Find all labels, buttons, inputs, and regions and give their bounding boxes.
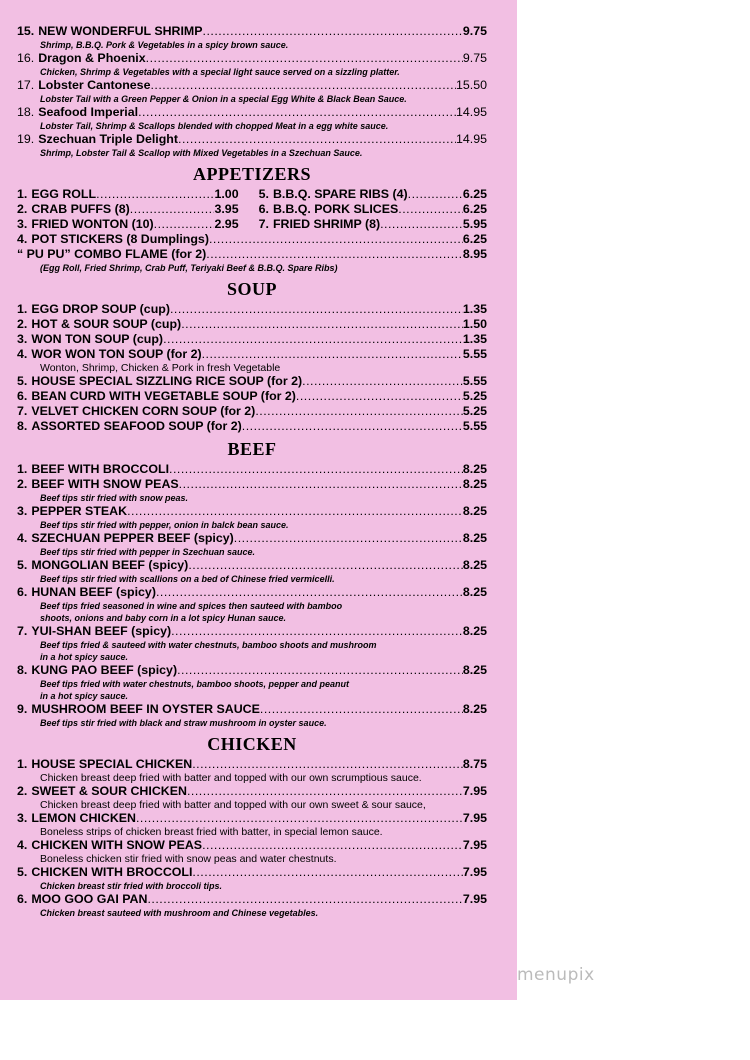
item-price: 6.25 <box>462 232 487 246</box>
item-description: (Egg Roll, Fried Shrimp, Crab Puff, Teriyaki Beef & B.B.Q. Spare Ribs) <box>40 263 338 273</box>
item-number: 7. <box>258 217 269 231</box>
item-number: 4. <box>17 232 28 246</box>
section-heading-appetizers: APPETIZERS <box>192 164 312 184</box>
item-price: 7.95 <box>462 784 487 798</box>
menu-item <box>17 838 487 853</box>
item-name: CRAB PUFFS (8) <box>31 202 130 216</box>
item-number: 8. <box>17 419 28 433</box>
item-price: 3.95 <box>214 202 239 216</box>
item-name: Szechuan Triple Delight <box>38 132 178 146</box>
item-description: shoots, onions and baby corn in a lot spicy Hunan sauce. <box>40 613 287 623</box>
menu-item <box>17 374 487 389</box>
menu-item <box>17 232 487 247</box>
item-number: 1. <box>17 187 28 201</box>
item-price: 5.55 <box>462 347 487 361</box>
item-description: Chicken breast stir fried with broccoli tips. <box>40 881 223 891</box>
item-description: Beef tips fried with water chestnuts, bamboo shoots, pepper and peanut <box>40 679 350 689</box>
menu-item <box>17 757 487 772</box>
menu-item <box>17 663 487 678</box>
section-heading-soup: SOUP <box>226 279 277 299</box>
item-name: Dragon & Phoenix <box>38 51 146 65</box>
item-number: 3. <box>17 504 28 518</box>
beef-section <box>17 462 487 729</box>
item-description: Lobster Tail with a Green Pepper & Onion in a special Egg White & Black Bean Sauce. <box>40 94 407 104</box>
item-price: 1.50 <box>462 317 487 331</box>
item-number: 17. <box>17 78 35 92</box>
item-name: VELVET CHICKEN CORN SOUP (for 2) <box>31 404 256 418</box>
menu-item <box>17 317 487 332</box>
item-price: 5.55 <box>462 419 487 433</box>
item-price: 8.25 <box>462 702 487 716</box>
menu-item <box>17 132 487 147</box>
appetizers-section <box>17 187 487 274</box>
item-number: 2. <box>17 477 28 491</box>
item-number: 2. <box>17 784 28 798</box>
item-name: HUNAN BEEF (spicy) <box>31 585 156 599</box>
item-number: 1. <box>17 302 28 316</box>
item-description: in a hot spicy sauce. <box>40 691 129 701</box>
item-number: 7. <box>17 624 28 638</box>
item-description: Wonton, Shrimp, Chicken & Pork in fresh Vegetable <box>40 362 281 374</box>
item-price: 8.25 <box>462 504 487 518</box>
menu-item <box>17 811 487 826</box>
item-price: 5.25 <box>462 404 487 418</box>
item-price: 1.35 <box>462 332 487 346</box>
section-heading-chicken: CHICKEN <box>207 734 297 754</box>
item-number: 2. <box>17 202 28 216</box>
item-number: 15. <box>17 24 35 38</box>
appetizer-pair-row <box>17 202 487 217</box>
item-price: 5.55 <box>462 374 487 388</box>
menu-item <box>17 332 487 347</box>
menu-item <box>17 892 487 907</box>
item-price: 8.25 <box>462 585 487 599</box>
item-description: Shrimp, Lobster Tail & Scallop with Mixed Vegetables in a Szechuan Sauce. <box>40 148 363 158</box>
item-number: 1. <box>17 462 28 476</box>
item-number: 18. <box>17 105 35 119</box>
item-name: HOUSE SPECIAL SIZZLING RICE SOUP (for 2) <box>31 374 303 388</box>
item-name: MONGOLIAN BEEF (spicy) <box>31 558 189 572</box>
menu-item <box>17 585 487 600</box>
item-name: HOT & SOUR SOUP (cup) <box>31 317 182 331</box>
menu-item <box>17 784 487 799</box>
item-price: 2.95 <box>214 217 239 231</box>
item-name: KUNG PAO BEEF (spicy) <box>31 663 178 677</box>
item-description: Boneless chicken stir fried with snow peas and water chestnuts. <box>40 853 337 865</box>
soup-section <box>17 302 487 434</box>
item-number: 3. <box>17 332 28 346</box>
menu-item <box>17 531 487 546</box>
item-price: 8.25 <box>462 531 487 545</box>
item-number: 6. <box>17 892 28 906</box>
menu-item <box>17 302 487 317</box>
item-name: “ PU PU” COMBO FLAME (for 2) <box>17 247 207 261</box>
item-description: Chicken breast sauteed with mushroom and Chinese vegetables. <box>40 908 319 918</box>
menu-item <box>17 24 487 39</box>
item-description: Chicken breast deep fried with batter and topped with our own scrumptious sauce. <box>40 772 422 784</box>
item-price: 14.95 <box>455 105 487 119</box>
menu-item <box>17 202 239 217</box>
item-number: 16. <box>17 51 35 65</box>
section-heading-beef: BEEF <box>227 439 277 459</box>
item-price: 8.25 <box>462 624 487 638</box>
item-price: 8.25 <box>462 663 487 677</box>
item-name: BEEF WITH BROCCOLI <box>31 462 170 476</box>
item-description: Boneless strips of chicken breast fried with batter, in special lemon sauce. <box>40 826 383 838</box>
item-number: 2. <box>17 317 28 331</box>
item-price: 7.95 <box>462 838 487 852</box>
item-description: Beef tips stir fried with black and straw mushroom in oyster sauce. <box>40 718 327 728</box>
item-number: 8. <box>17 663 28 677</box>
item-name: WOR WON TON SOUP (for 2) <box>31 347 202 361</box>
item-number: 1. <box>17 757 28 771</box>
item-name: EGG DROP SOUP (cup) <box>31 302 170 316</box>
item-name: MOO GOO GAI PAN <box>31 892 148 906</box>
item-number: 5. <box>17 558 28 572</box>
item-name: Lobster Cantonese <box>38 78 151 92</box>
item-description: Lobster Tail, Shrimp & Scallops blended with chopped Meat in a egg white sauce. <box>40 121 389 131</box>
item-description: Beef tips stir fried with scallions on a bed of Chinese fried vermicelli. <box>40 574 335 584</box>
item-price: 15.50 <box>455 78 487 92</box>
item-description: Beef tips fried & sauteed with water chestnuts, bamboo shoots and mushroom <box>40 640 377 650</box>
item-name: YUI-SHAN BEEF (spicy) <box>31 624 172 638</box>
menu-item <box>17 347 487 362</box>
menu-item <box>17 404 487 419</box>
item-name: WON TON SOUP (cup) <box>31 332 164 346</box>
appetizer-pair-row <box>17 217 487 232</box>
item-number: 4. <box>17 347 28 361</box>
item-price: 1.35 <box>462 302 487 316</box>
appetizer-pair-row <box>17 187 487 202</box>
item-description: Beef tips fried seasoned in wine and spices then sauteed with bamboo <box>40 601 343 611</box>
item-description: Beef tips stir fried with pepper in Szechuan sauce. <box>40 547 256 557</box>
menupix-watermark: menupix <box>517 965 595 985</box>
item-number: 5. <box>17 865 28 879</box>
item-name: FRIED WONTON (10) <box>31 217 154 231</box>
item-price: 8.25 <box>462 558 487 572</box>
item-name: CHICKEN WITH BROCCOLI <box>31 865 193 879</box>
specials-section <box>17 24 487 159</box>
menu-item <box>17 78 487 93</box>
menu-item <box>17 419 487 434</box>
item-price: 5.25 <box>462 389 487 403</box>
menu-item <box>259 187 487 202</box>
item-name: POT STICKERS (8 Dumplings) <box>31 232 209 246</box>
item-price: 8.25 <box>462 477 487 491</box>
item-price: 5.95 <box>462 217 487 231</box>
item-price: 8.95 <box>462 247 487 261</box>
menu-item <box>17 504 487 519</box>
item-price: 9.75 <box>462 24 487 38</box>
item-price: 14.95 <box>455 132 487 146</box>
menu-item <box>17 624 487 639</box>
item-price: 6.25 <box>462 202 487 216</box>
item-price: 7.95 <box>462 811 487 825</box>
item-number: 7. <box>17 404 28 418</box>
item-name: LEMON CHICKEN <box>31 811 136 825</box>
item-number: 9. <box>17 702 28 716</box>
menu-content <box>17 24 487 919</box>
menu-item <box>259 202 487 217</box>
menu-item <box>17 702 487 717</box>
menu-item <box>17 51 487 66</box>
item-name: CHICKEN WITH SNOW PEAS <box>31 838 203 852</box>
menu-item <box>17 247 487 262</box>
item-description: Beef tips stir fried with snow peas. <box>40 493 189 503</box>
item-number: 6. <box>17 389 28 403</box>
chicken-section <box>17 757 487 919</box>
item-price: 8.25 <box>462 462 487 476</box>
menu-item <box>17 477 487 492</box>
item-price: 7.95 <box>462 865 487 879</box>
item-name: PEPPER STEAK <box>31 504 128 518</box>
item-number: 6. <box>17 585 28 599</box>
item-price: 9.75 <box>462 51 487 65</box>
item-number: 5. <box>17 374 28 388</box>
item-number: 3. <box>17 217 28 231</box>
item-name: FRIED SHRIMP (8) <box>272 217 381 231</box>
item-price: 8.75 <box>462 757 487 771</box>
menu-item <box>17 389 487 404</box>
menu-item <box>17 217 239 232</box>
item-name: NEW WONDERFUL SHRIMP <box>38 24 203 38</box>
item-description: Beef tips stir fried with pepper, onion in balck bean sauce. <box>40 520 289 530</box>
item-name: HOUSE SPECIAL CHICKEN <box>31 757 193 771</box>
item-name: SZECHUAN PEPPER BEEF (spicy) <box>31 531 234 545</box>
item-number: 4. <box>17 531 28 545</box>
item-name: EGG ROLL <box>31 187 97 201</box>
item-number: 5. <box>258 187 269 201</box>
item-number: 4. <box>17 838 28 852</box>
item-description: in a hot spicy sauce. <box>40 652 129 662</box>
item-description: Chicken, Shrimp & Vegetables with a special light sauce served on a sizzling platter. <box>40 67 400 77</box>
item-name: BEAN CURD WITH VEGETABLE SOUP (for 2) <box>31 389 296 403</box>
item-number: 6. <box>258 202 269 216</box>
item-name: Seafood Imperial <box>38 105 139 119</box>
item-description: Chicken breast deep fried with batter and topped with our own sweet & sour sauce, <box>40 799 426 811</box>
item-description: Shrimp, B.B.Q. Pork & Vegetables in a spicy brown sauce. <box>40 40 289 50</box>
menu-item <box>17 187 239 202</box>
item-name: BEEF WITH SNOW PEAS <box>31 477 179 491</box>
item-name: MUSHROOM BEEF IN OYSTER SAUCE <box>31 702 260 716</box>
menu-item <box>17 105 487 120</box>
item-name: B.B.Q. SPARE RIBS (4) <box>272 187 408 201</box>
menu-item <box>259 217 487 232</box>
item-price: 6.25 <box>462 187 487 201</box>
menu-item <box>17 462 487 477</box>
item-number: 3. <box>17 811 28 825</box>
item-name: B.B.Q. PORK SLICES <box>272 202 399 216</box>
menu-item <box>17 558 487 573</box>
item-name: SWEET & SOUR CHICKEN <box>31 784 187 798</box>
item-number: 19. <box>17 132 35 146</box>
menu-item <box>17 865 487 880</box>
item-name: ASSORTED SEAFOOD SOUP (for 2) <box>31 419 242 433</box>
item-price: 7.95 <box>462 892 487 906</box>
item-price: 1.00 <box>214 187 239 201</box>
